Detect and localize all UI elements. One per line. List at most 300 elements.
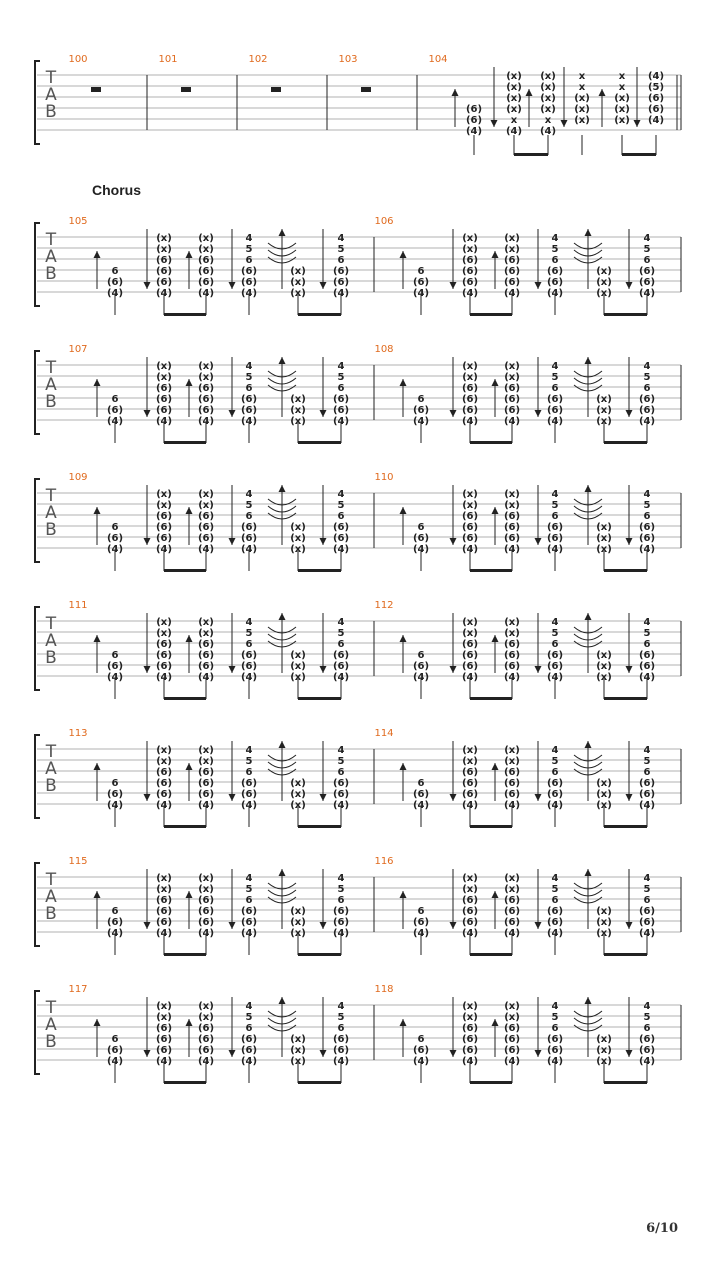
- tab-note: (x): [540, 82, 556, 93]
- tab-note: 5: [245, 884, 253, 895]
- tab-note: (4): [465, 126, 483, 137]
- tab-note: 6: [337, 639, 345, 650]
- tab-note: (6): [240, 277, 258, 288]
- tab-note: x: [618, 82, 626, 93]
- bar-number: 108: [374, 344, 394, 355]
- tab-note: (4): [412, 928, 430, 939]
- tab-system-chorus: [35, 728, 681, 828]
- beam: [604, 441, 647, 444]
- tab-note: (6): [503, 522, 521, 533]
- tab-note: (6): [503, 906, 521, 917]
- tab-note: 5: [643, 244, 651, 255]
- tab-note: (x): [614, 115, 630, 126]
- beam: [164, 825, 206, 828]
- tab-note: (x): [504, 233, 520, 244]
- bar-number: 105: [68, 216, 88, 227]
- tab-note: (6): [240, 650, 258, 661]
- tab-note: 6: [643, 1023, 651, 1034]
- tab-note: (6): [546, 522, 564, 533]
- tab-clef-letter: B: [45, 264, 57, 284]
- beam: [298, 697, 341, 700]
- tab-note: (x): [504, 500, 520, 511]
- tab-note: (4): [197, 288, 215, 299]
- tab-note: (4): [332, 928, 350, 939]
- tab-note: x: [578, 82, 586, 93]
- tab-note: (6): [546, 789, 564, 800]
- tab-note: (x): [504, 756, 520, 767]
- tab-note: (6): [197, 277, 215, 288]
- tab-note: (6): [546, 405, 564, 416]
- tab-note: (x): [462, 745, 478, 756]
- tab-note: (6): [461, 511, 479, 522]
- tab-note: x: [544, 115, 552, 126]
- tab-note: (6): [503, 895, 521, 906]
- tab-note: (5): [647, 82, 665, 93]
- tab-note: (x): [540, 71, 556, 82]
- tab-note: (x): [290, 789, 306, 800]
- tab-note: 4: [337, 1001, 345, 1012]
- tab-note: (6): [197, 1045, 215, 1056]
- tab-note: (6): [332, 661, 350, 672]
- tab-note: 6: [337, 255, 345, 266]
- whole-rest: [271, 87, 281, 92]
- tab-note: (6): [155, 266, 173, 277]
- tab-note: 6: [643, 895, 651, 906]
- tab-clef-letter: B: [45, 776, 57, 796]
- tab-note: (x): [504, 617, 520, 628]
- tab-note: 6: [551, 639, 559, 650]
- tab-note: 4: [643, 489, 651, 500]
- tab-note: (x): [290, 1045, 306, 1056]
- tab-note: 6: [417, 650, 425, 661]
- tab-system-chorus: [35, 856, 681, 956]
- tab-note: (x): [156, 1012, 172, 1023]
- tab-note: 6: [337, 383, 345, 394]
- tab-note: 6: [337, 767, 345, 778]
- tab-note: (6): [197, 533, 215, 544]
- tab-note: (x): [462, 628, 478, 639]
- tab-note: (x): [506, 93, 522, 104]
- tab-note: (6): [461, 767, 479, 778]
- tab-note: (x): [504, 1001, 520, 1012]
- tab-note: (x): [462, 233, 478, 244]
- tab-note: 5: [643, 372, 651, 383]
- tab-note: (6): [546, 394, 564, 405]
- tab-note: 5: [551, 628, 559, 639]
- beam: [470, 1081, 512, 1084]
- tab-note: (6): [240, 394, 258, 405]
- tab-note: (x): [198, 1012, 214, 1023]
- tab-note: (6): [412, 533, 430, 544]
- tab-note: (x): [156, 500, 172, 511]
- tab-note: (6): [638, 394, 656, 405]
- tab-note: 5: [245, 756, 253, 767]
- tab-note: (6): [503, 789, 521, 800]
- tab-note: (6): [503, 650, 521, 661]
- tab-note: (6): [197, 511, 215, 522]
- tab-note: (6): [155, 767, 173, 778]
- tab-note: (4): [240, 672, 258, 683]
- tab-note: 6: [245, 255, 253, 266]
- tab-note: (4): [155, 544, 173, 555]
- tab-note: 5: [245, 1012, 253, 1023]
- tab-note: 6: [417, 266, 425, 277]
- tab-note: (6): [638, 661, 656, 672]
- tab-note: 4: [245, 617, 253, 628]
- tab-note: (x): [506, 104, 522, 115]
- bar-number: 114: [374, 728, 394, 739]
- tab-note: (4): [155, 416, 173, 427]
- tab-note: 6: [245, 383, 253, 394]
- tab-note: 6: [245, 767, 253, 778]
- tab-note: (4): [461, 800, 479, 811]
- tab-note: (x): [156, 1001, 172, 1012]
- tab-note: 6: [245, 895, 253, 906]
- tab-note: (x): [290, 288, 306, 299]
- tab-note: (6): [197, 405, 215, 416]
- tab-note: (x): [596, 288, 612, 299]
- tab-note: (x): [462, 884, 478, 895]
- tab-note: (x): [198, 233, 214, 244]
- whole-rest: [91, 87, 101, 92]
- tab-note: 5: [551, 244, 559, 255]
- tab-note: (4): [412, 672, 430, 683]
- tab-note: (6): [197, 255, 215, 266]
- tab-note: (4): [503, 288, 521, 299]
- tab-note: (6): [465, 104, 483, 115]
- tab-note: (6): [503, 383, 521, 394]
- tab-note: (4): [461, 1056, 479, 1067]
- tab-note: (4): [197, 416, 215, 427]
- tab-note: (6): [638, 522, 656, 533]
- tab-note: (4): [106, 416, 124, 427]
- tab-note: (x): [614, 93, 630, 104]
- tab-note: (6): [155, 917, 173, 928]
- whole-rest: [181, 87, 191, 92]
- tab-note: (x): [596, 650, 612, 661]
- tab-note: (4): [412, 288, 430, 299]
- tab-note: (x): [198, 745, 214, 756]
- tab-note: (4): [461, 672, 479, 683]
- tab-note: (6): [503, 277, 521, 288]
- beam: [164, 1081, 206, 1084]
- tab-note: (6): [638, 906, 656, 917]
- tab-note: 6: [551, 767, 559, 778]
- tab-note: (6): [106, 533, 124, 544]
- tab-note: 6: [245, 639, 253, 650]
- tab-system-chorus: [35, 344, 681, 444]
- tab-note: (4): [155, 928, 173, 939]
- tab-note: 6: [245, 511, 253, 522]
- tab-note: 6: [551, 895, 559, 906]
- tab-note: (4): [539, 126, 557, 137]
- bar-number: 103: [338, 54, 358, 65]
- tab-note: 6: [111, 394, 119, 405]
- tab-note: (6): [461, 661, 479, 672]
- tab-note: 5: [337, 1012, 345, 1023]
- system-bracket: [35, 61, 40, 144]
- tab-system-chorus: [35, 216, 681, 316]
- tab-note: (4): [638, 544, 656, 555]
- tab-note: (6): [197, 394, 215, 405]
- tab-note: 5: [337, 628, 345, 639]
- bar-number: 106: [374, 216, 394, 227]
- tab-note: (x): [596, 533, 612, 544]
- tab-note: (x): [156, 756, 172, 767]
- tab-note: (4): [332, 416, 350, 427]
- tab-note: (x): [596, 394, 612, 405]
- tab-note: 4: [245, 873, 253, 884]
- tab-note: 6: [417, 522, 425, 533]
- tab-note: (6): [503, 778, 521, 789]
- tab-note: 4: [643, 617, 651, 628]
- tab-note: (x): [290, 928, 306, 939]
- tab-note: (6): [155, 255, 173, 266]
- tab-note: (6): [647, 104, 665, 115]
- tab-note: (4): [638, 288, 656, 299]
- tab-note: (6): [240, 405, 258, 416]
- tab-note: (x): [290, 917, 306, 928]
- tab-note: (x): [290, 1034, 306, 1045]
- tab-note: (4): [503, 672, 521, 683]
- bar-number: 104: [428, 54, 448, 65]
- tab-note: (4): [546, 544, 564, 555]
- tab-note: (6): [503, 533, 521, 544]
- section-label-chorus: Chorus: [92, 182, 141, 198]
- tab-note: 5: [245, 372, 253, 383]
- tab-note: (6): [106, 277, 124, 288]
- tab-note: (6): [546, 661, 564, 672]
- tab-note: (x): [596, 917, 612, 928]
- bar-number: 101: [158, 54, 178, 65]
- tab-note: (6): [155, 895, 173, 906]
- tab-note: (x): [290, 800, 306, 811]
- tab-note: (x): [156, 745, 172, 756]
- tab-note: (4): [106, 1056, 124, 1067]
- tab-note: (4): [412, 800, 430, 811]
- tab-note: (6): [412, 661, 430, 672]
- tab-note: (4): [332, 800, 350, 811]
- tab-note: (x): [504, 361, 520, 372]
- tab-note: (4): [503, 416, 521, 427]
- tab-note: (6): [155, 1023, 173, 1034]
- tab-note: (6): [412, 1045, 430, 1056]
- tab-note: (4): [155, 800, 173, 811]
- tab-note: (x): [596, 789, 612, 800]
- tab-note: (6): [240, 522, 258, 533]
- tab-note: 5: [551, 1012, 559, 1023]
- tab-note: (x): [290, 906, 306, 917]
- tab-note: (x): [198, 500, 214, 511]
- tab-note: (x): [574, 93, 590, 104]
- tab-note: 6: [111, 1034, 119, 1045]
- tab-clef-letter: T: [45, 614, 57, 634]
- tab-note: (4): [412, 544, 430, 555]
- tab-note: x: [618, 71, 626, 82]
- tab-note: 5: [337, 884, 345, 895]
- tab-note: (x): [596, 266, 612, 277]
- tab-note: 4: [337, 745, 345, 756]
- tab-note: (4): [461, 288, 479, 299]
- tab-note: (x): [156, 628, 172, 639]
- system-bracket: [35, 863, 40, 946]
- tab-note: (6): [638, 533, 656, 544]
- tab-note: (x): [504, 628, 520, 639]
- tab-note: 6: [111, 906, 119, 917]
- tab-note: (6): [461, 255, 479, 266]
- bar-number: 102: [248, 54, 268, 65]
- tab-note: (6): [332, 778, 350, 789]
- tab-note: (x): [290, 778, 306, 789]
- tab-note: 6: [643, 767, 651, 778]
- tab-note: (6): [461, 394, 479, 405]
- tab-clef-letter: A: [45, 887, 57, 907]
- tab-note: (4): [332, 544, 350, 555]
- tab-note: (x): [462, 756, 478, 767]
- tab-note: (6): [412, 277, 430, 288]
- tab-note: (x): [462, 244, 478, 255]
- bar-number: 113: [68, 728, 88, 739]
- tab-note: (6): [106, 661, 124, 672]
- tab-note: 6: [643, 639, 651, 650]
- tab-note: 6: [551, 383, 559, 394]
- beam: [164, 697, 206, 700]
- tab-note: (4): [638, 1056, 656, 1067]
- tab-note: (6): [197, 895, 215, 906]
- tab-note: (x): [596, 1056, 612, 1067]
- tab-clef-letter: A: [45, 1015, 57, 1035]
- bar-number: 110: [374, 472, 394, 483]
- tab-note: (6): [546, 1034, 564, 1045]
- tab-note: (6): [546, 277, 564, 288]
- tab-note: (6): [461, 650, 479, 661]
- tab-note: (x): [156, 617, 172, 628]
- tab-note: (6): [503, 266, 521, 277]
- tab-note: (x): [462, 1012, 478, 1023]
- tab-clef-letter: A: [45, 631, 57, 651]
- tab-note: 5: [643, 628, 651, 639]
- tab-note: 4: [551, 1001, 559, 1012]
- tab-note: (6): [155, 383, 173, 394]
- tab-clef-letter: T: [45, 870, 57, 890]
- tab-note: (6): [332, 277, 350, 288]
- tab-note: 4: [245, 745, 253, 756]
- tab-note: (x): [290, 405, 306, 416]
- tab-note: (x): [290, 266, 306, 277]
- tab-clef-letter: A: [45, 85, 57, 105]
- tab-note: (x): [198, 489, 214, 500]
- tab-note: (x): [198, 617, 214, 628]
- tab-note: 4: [245, 361, 253, 372]
- tab-note: (6): [638, 1045, 656, 1056]
- tab-note: 4: [337, 233, 345, 244]
- tab-note: (x): [596, 906, 612, 917]
- tab-note: 5: [337, 756, 345, 767]
- tab-note: (6): [503, 639, 521, 650]
- tab-note: (6): [197, 266, 215, 277]
- tab-note: (4): [546, 800, 564, 811]
- beam: [604, 1081, 647, 1084]
- tab-note: (x): [290, 277, 306, 288]
- beam: [604, 697, 647, 700]
- tab-note: (6): [412, 789, 430, 800]
- tab-note: (6): [465, 115, 483, 126]
- tab-note: (x): [198, 1001, 214, 1012]
- tab-note: (x): [504, 489, 520, 500]
- tab-note: (4): [240, 544, 258, 555]
- tab-note: (x): [290, 544, 306, 555]
- tab-note: (6): [546, 1045, 564, 1056]
- tab-clef-letter: B: [45, 102, 57, 122]
- tab-note: 5: [337, 244, 345, 255]
- tab-note: 5: [643, 756, 651, 767]
- tab-note: (6): [503, 1045, 521, 1056]
- tab-note: (6): [332, 394, 350, 405]
- bar-number: 112: [374, 600, 394, 611]
- tab-note: 4: [337, 873, 345, 884]
- tab-note: 6: [417, 394, 425, 405]
- tab-note: 5: [643, 884, 651, 895]
- tab-note: (6): [461, 1045, 479, 1056]
- tab-note: (4): [240, 1056, 258, 1067]
- tab-note: (6): [461, 383, 479, 394]
- tab-note: (6): [638, 277, 656, 288]
- tab-note: (6): [155, 394, 173, 405]
- tab-note: (6): [155, 778, 173, 789]
- tab-note: 4: [245, 1001, 253, 1012]
- beam: [298, 1081, 341, 1084]
- tab-note: (4): [106, 800, 124, 811]
- tab-note: (4): [240, 928, 258, 939]
- bar-number: 116: [374, 856, 394, 867]
- tab-note: 5: [551, 500, 559, 511]
- tab-note: 6: [111, 778, 119, 789]
- tab-note: (x): [156, 489, 172, 500]
- tab-clef-letter: T: [45, 998, 57, 1018]
- tab-note: (x): [462, 873, 478, 884]
- tab-note: (x): [504, 1012, 520, 1023]
- system-bracket: [35, 735, 40, 818]
- tab-note: (x): [462, 361, 478, 372]
- tab-note: (6): [332, 650, 350, 661]
- beam: [470, 953, 512, 956]
- tab-note: (x): [596, 544, 612, 555]
- tab-note: 4: [643, 745, 651, 756]
- tab-note: (6): [106, 917, 124, 928]
- tab-note: (4): [106, 288, 124, 299]
- bar-number: 100: [68, 54, 88, 65]
- tab-note: (6): [461, 1034, 479, 1045]
- tab-note: 4: [643, 361, 651, 372]
- tab-note: (6): [197, 522, 215, 533]
- tab-note: (x): [462, 372, 478, 383]
- tab-note: (4): [106, 672, 124, 683]
- tab-note: (6): [155, 906, 173, 917]
- tab-note: (6): [332, 917, 350, 928]
- tab-note: 6: [643, 255, 651, 266]
- beam: [164, 569, 206, 572]
- tab-note: (6): [197, 383, 215, 394]
- tab-note: (6): [197, 917, 215, 928]
- bar-number: 115: [68, 856, 88, 867]
- tab-note: (x): [504, 745, 520, 756]
- tab-note: (x): [506, 82, 522, 93]
- tab-note: (6): [197, 1023, 215, 1034]
- tab-note: 4: [643, 873, 651, 884]
- beam: [164, 441, 206, 444]
- tab-note: (6): [461, 895, 479, 906]
- tab-note: 4: [245, 489, 253, 500]
